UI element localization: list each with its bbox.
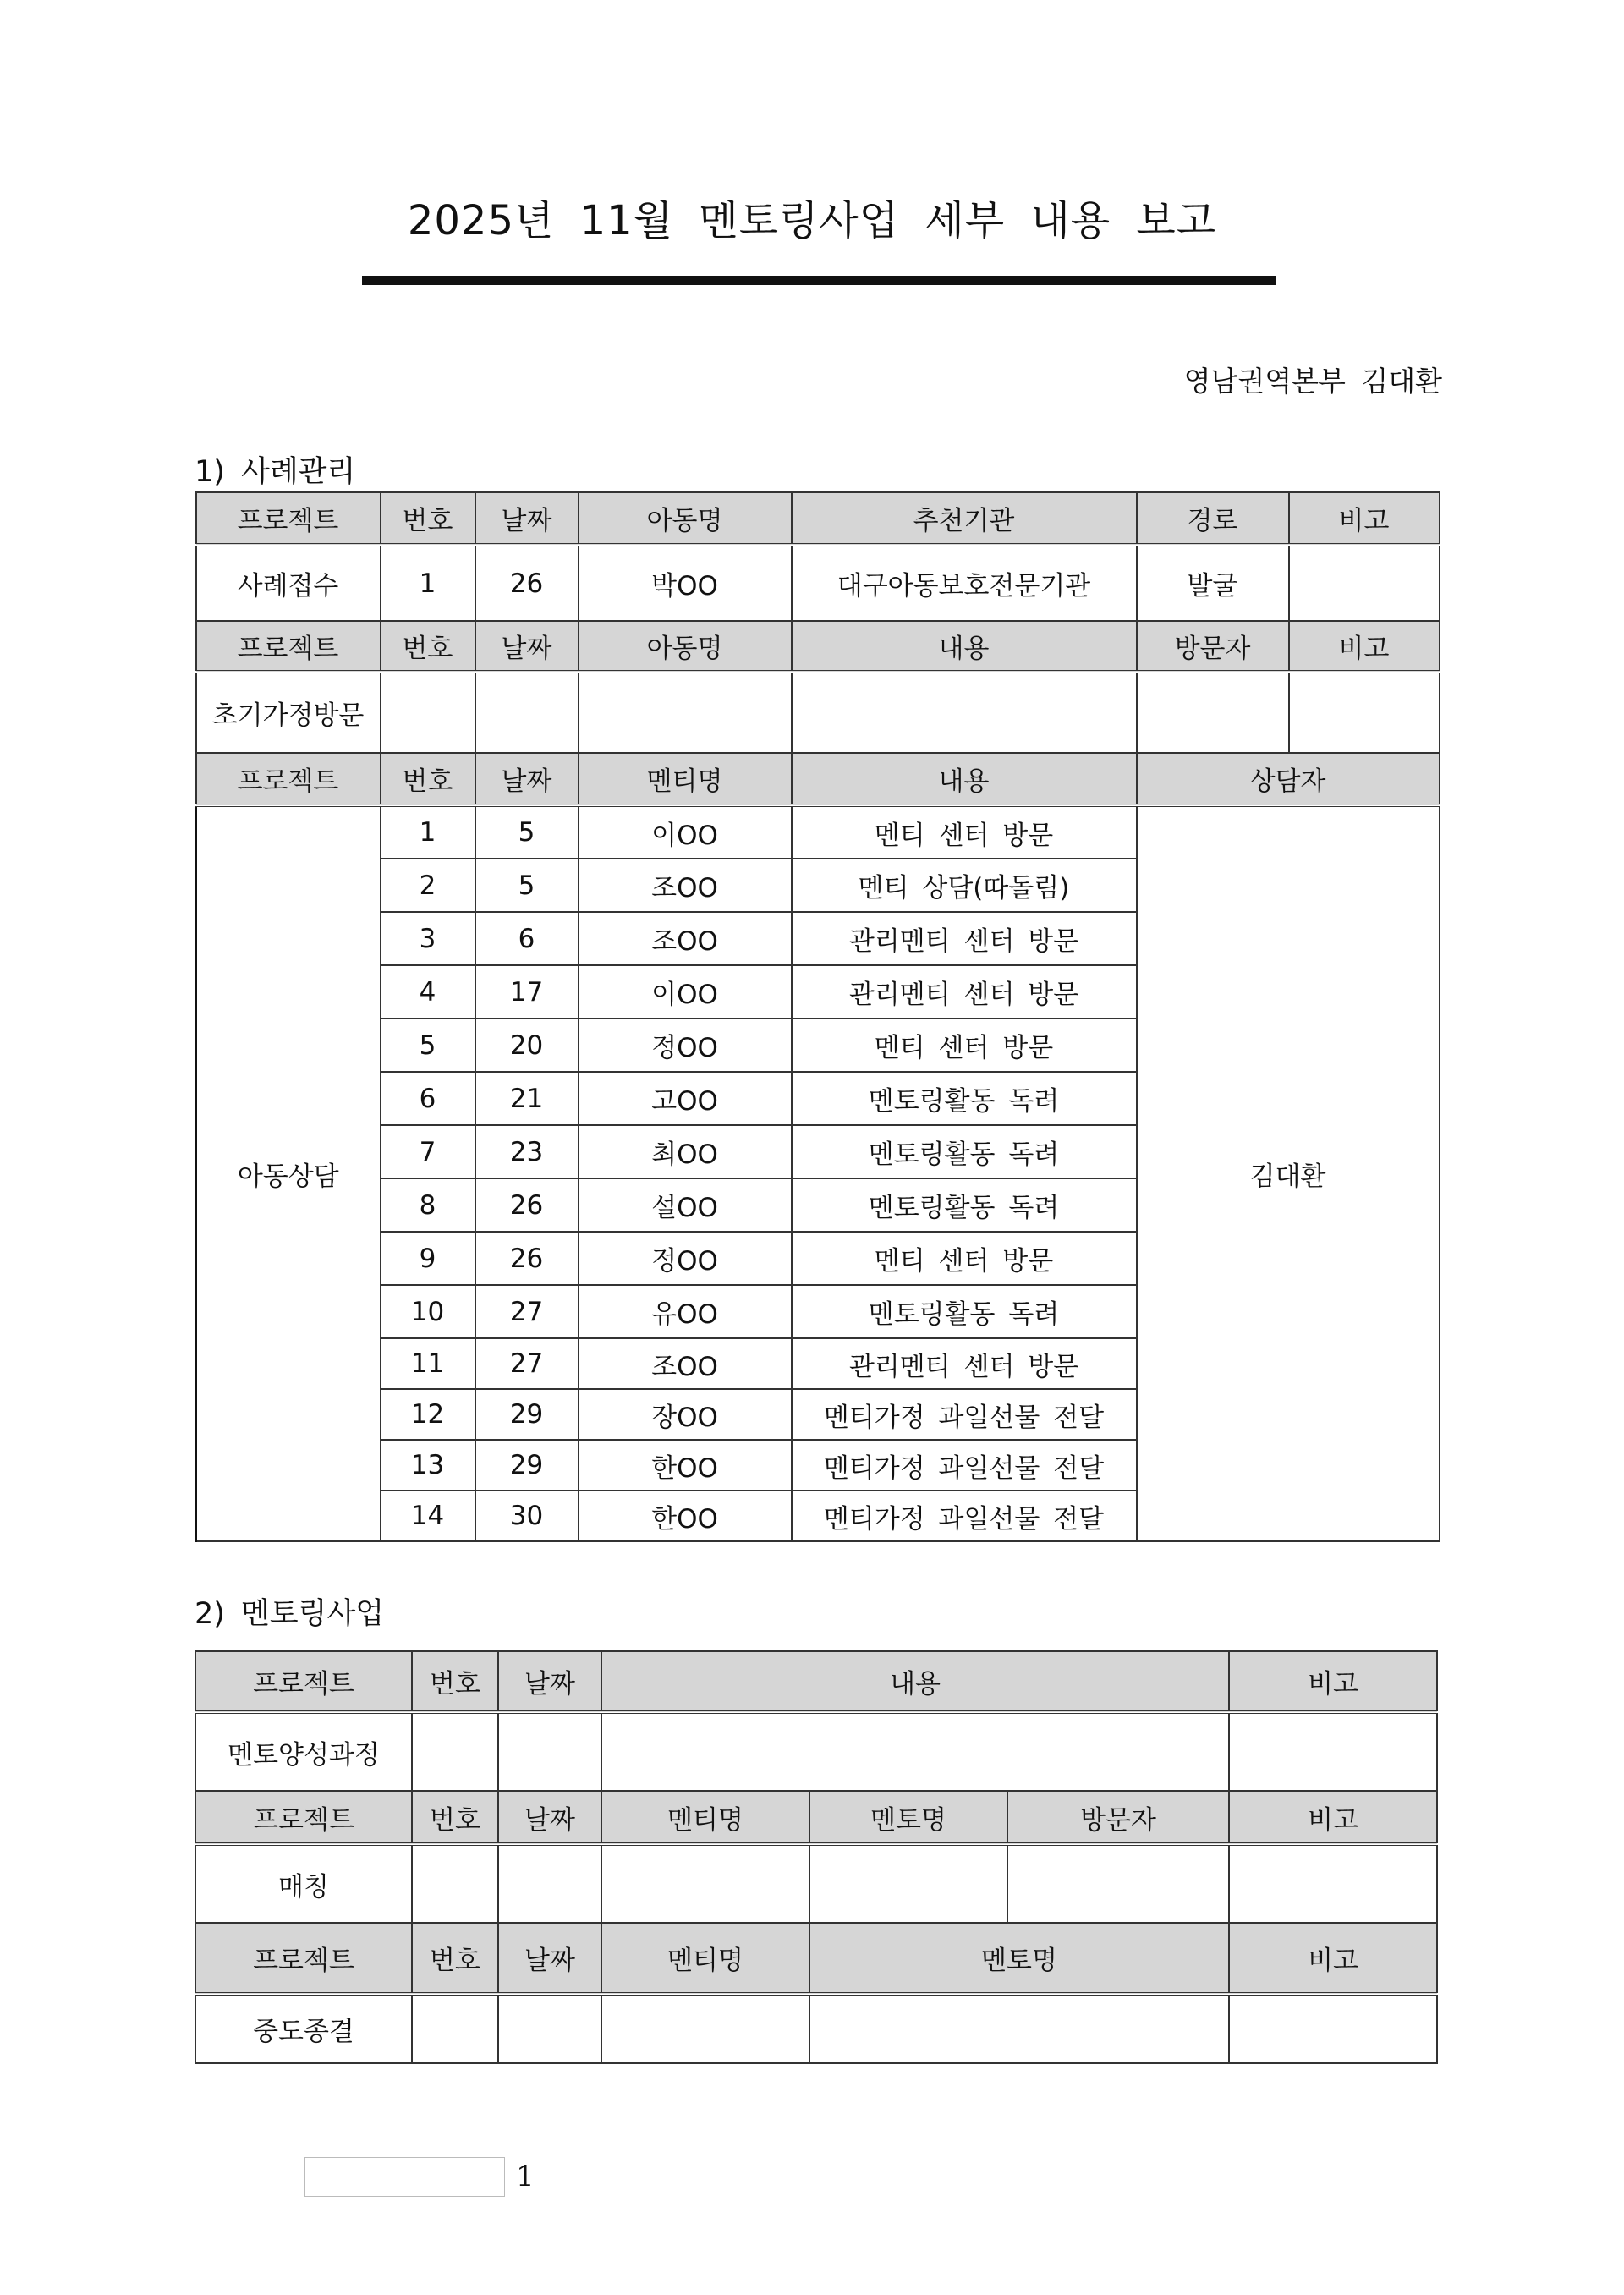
cell-number: 2: [381, 859, 475, 912]
cell-content: 멘토링활동 독려: [792, 1125, 1137, 1178]
header-note: 비고: [1289, 621, 1440, 672]
header-number: 번호: [381, 492, 475, 545]
cell-date: [498, 1994, 601, 2063]
header-note: 비고: [1229, 1791, 1437, 1844]
cell-number: 5: [381, 1018, 475, 1072]
cell-number: 9: [381, 1232, 475, 1285]
cell-project: 초기가정방문: [196, 672, 381, 753]
header-route: 경로: [1137, 492, 1289, 545]
cell-date: 27: [475, 1338, 579, 1389]
cell-date: [498, 1712, 601, 1791]
cell-date: 26: [475, 1232, 579, 1285]
footer-box: [304, 2157, 505, 2197]
cell-content: 멘토링활동 독려: [792, 1285, 1137, 1338]
termination-section: [195, 1923, 1437, 2063]
cell-number: 10: [381, 1285, 475, 1338]
header-date: 날짜: [498, 1923, 601, 1994]
cell-date: 20: [475, 1018, 579, 1072]
cell-note: [1229, 1712, 1437, 1791]
cell-date: 21: [475, 1072, 579, 1125]
header-note: 비고: [1229, 1651, 1437, 1712]
cell-mentee-name: 조OO: [579, 1338, 792, 1389]
cell-content: 멘토링활동 독려: [792, 1178, 1137, 1232]
cell-note: [1289, 545, 1440, 621]
header-project: 프로젝트: [196, 753, 381, 805]
header-number: 번호: [412, 1923, 498, 1994]
header-child-name: 아동명: [579, 621, 792, 672]
home-visit-header-row: [196, 621, 1440, 672]
header-child-name: 아동명: [579, 492, 792, 545]
cell-number: 3: [381, 912, 475, 965]
home-visit-section: [196, 621, 1440, 753]
header-number: 번호: [412, 1651, 498, 1712]
header-mentor-name: 멘토명: [809, 1791, 1007, 1844]
counseling-row: [196, 805, 1440, 859]
termination-row: [195, 1994, 1437, 2063]
cell-date: 5: [475, 859, 579, 912]
document-title: 2025년 11월 멘토링사업 세부 내용 보고: [407, 197, 1217, 244]
cell-content: 멘토링활동 독려: [792, 1072, 1137, 1125]
cell-date: 26: [475, 545, 579, 621]
cell-number: [381, 672, 475, 753]
cell-project: 멘토양성과정: [195, 1712, 412, 1791]
cell-content: 관리멘티 센터 방문: [792, 912, 1137, 965]
header-mentee-name: 멘티명: [601, 1923, 809, 1994]
section-2-heading: 2) 멘토링사업: [195, 1597, 385, 1631]
matching-row: [195, 1844, 1437, 1923]
cell-number: 6: [381, 1072, 475, 1125]
counseling-project-cell: 아동상담: [196, 805, 381, 1541]
cell-note: [1229, 1844, 1437, 1923]
header-content: 내용: [792, 621, 1137, 672]
counseling-counselor-cell: 김대환: [1137, 805, 1440, 1541]
counseling-header-row: [196, 753, 1440, 805]
header-number: 번호: [381, 753, 475, 805]
header-project: 프로젝트: [195, 1791, 412, 1844]
cell-content: [601, 1712, 1229, 1791]
cell-number: [412, 1712, 498, 1791]
header-content: 내용: [792, 753, 1137, 805]
cell-date: 29: [475, 1440, 579, 1491]
cell-content: 멘티 상담(따돌림): [792, 859, 1137, 912]
cell-number: 12: [381, 1389, 475, 1440]
cell-content: 관리멘티 센터 방문: [792, 965, 1137, 1018]
page-number: 1: [516, 2160, 535, 2193]
header-visitor: 방문자: [1007, 1791, 1229, 1844]
cell-date: 5: [475, 805, 579, 859]
cell-mentee-name: 한OO: [579, 1440, 792, 1491]
cell-mentee-name: [601, 1844, 809, 1923]
header-note: 비고: [1229, 1923, 1437, 1994]
header-number: 번호: [381, 621, 475, 672]
cell-mentee-name: 이OO: [579, 965, 792, 1018]
cell-mentee-name: 한OO: [579, 1491, 792, 1541]
cell-mentor-name: [809, 1844, 1007, 1923]
cell-date: 23: [475, 1125, 579, 1178]
title-underline: [362, 276, 1276, 285]
cell-visitor: [1137, 672, 1289, 753]
cell-number: [412, 1844, 498, 1923]
header-project: 프로젝트: [195, 1923, 412, 1994]
cell-number: 4: [381, 965, 475, 1018]
cell-visitor: [1007, 1844, 1229, 1923]
cell-date: 27: [475, 1285, 579, 1338]
cell-content: 멘티가정 과일선물 전달: [792, 1491, 1137, 1541]
home-visit-row: [196, 672, 1440, 753]
cell-project: 중도종결: [195, 1994, 412, 2063]
header-note: 비고: [1289, 492, 1440, 545]
cell-mentee-name: 유OO: [579, 1285, 792, 1338]
header-counselor: 상담자: [1137, 753, 1440, 805]
cell-number: 1: [381, 545, 475, 621]
cell-content: 멘티가정 과일선물 전달: [792, 1440, 1137, 1491]
header-project: 프로젝트: [196, 621, 381, 672]
cell-referral-agency: 대구아동보호전문기관: [792, 545, 1137, 621]
cell-content: 관리멘티 센터 방문: [792, 1338, 1137, 1389]
cell-mentee-name: 최OO: [579, 1125, 792, 1178]
header-mentee-name: 멘티명: [579, 753, 792, 805]
header-date: 날짜: [498, 1791, 601, 1844]
case-management-table: [195, 491, 1440, 1542]
mentor-training-header-row: [195, 1651, 1437, 1712]
cell-date: 30: [475, 1491, 579, 1541]
header-date: 날짜: [498, 1651, 601, 1712]
case-intake-header-row: [196, 492, 1440, 545]
cell-mentee-name: [601, 1994, 809, 2063]
header-number: 번호: [412, 1791, 498, 1844]
author-line: 영남권역본부 김대환: [1183, 365, 1442, 398]
cell-date: 29: [475, 1389, 579, 1440]
cell-date: 26: [475, 1178, 579, 1232]
cell-number: 8: [381, 1178, 475, 1232]
cell-number: 1: [381, 805, 475, 859]
section-1-heading: 1) 사례관리: [195, 455, 356, 489]
cell-mentor-name: [809, 1994, 1229, 2063]
header-content: 내용: [601, 1651, 1229, 1712]
cell-mentee-name: 이OO: [579, 805, 792, 859]
cell-mentee-name: 정OO: [579, 1018, 792, 1072]
cell-number: 7: [381, 1125, 475, 1178]
cell-date: [475, 672, 579, 753]
header-date: 날짜: [475, 753, 579, 805]
cell-mentee-name: 조OO: [579, 859, 792, 912]
header-mentee-name: 멘티명: [601, 1791, 809, 1844]
mentor-training-row: [195, 1712, 1437, 1791]
cell-mentee-name: 장OO: [579, 1389, 792, 1440]
header-project: 프로젝트: [195, 1651, 412, 1712]
cell-number: [412, 1994, 498, 2063]
cell-number: 13: [381, 1440, 475, 1491]
counseling-section: [196, 753, 1440, 1541]
cell-note: [1229, 1994, 1437, 2063]
header-referral-agency: 추천기관: [792, 492, 1137, 545]
cell-date: 6: [475, 912, 579, 965]
cell-number: 11: [381, 1338, 475, 1389]
termination-header-row: [195, 1923, 1437, 1994]
cell-number: 14: [381, 1491, 475, 1541]
cell-child-name: 박OO: [579, 545, 792, 621]
cell-content: 멘티 센터 방문: [792, 1232, 1137, 1285]
cell-date: [498, 1844, 601, 1923]
header-date: 날짜: [475, 621, 579, 672]
mentor-training-section: [195, 1651, 1437, 1791]
matching-header-row: [195, 1791, 1437, 1844]
cell-content: [792, 672, 1137, 753]
cell-date: 17: [475, 965, 579, 1018]
mentoring-project-table: [195, 1650, 1438, 2064]
cell-project: 사례접수: [196, 545, 381, 621]
cell-mentee-name: 고OO: [579, 1072, 792, 1125]
matching-section: [195, 1791, 1437, 1923]
cell-mentee-name: 조OO: [579, 912, 792, 965]
cell-child-name: [579, 672, 792, 753]
cell-mentee-name: 설OO: [579, 1178, 792, 1232]
cell-mentee-name: 정OO: [579, 1232, 792, 1285]
header-date: 날짜: [475, 492, 579, 545]
cell-content: 멘티 센터 방문: [792, 1018, 1137, 1072]
header-visitor: 방문자: [1137, 621, 1289, 672]
cell-content: 멘티가정 과일선물 전달: [792, 1389, 1137, 1440]
case-intake-row: [196, 545, 1440, 621]
header-mentor-name: 멘토명: [809, 1923, 1229, 1994]
case-intake-section: [196, 492, 1440, 621]
cell-route: 발굴: [1137, 545, 1289, 621]
cell-project: 매칭: [195, 1844, 412, 1923]
cell-content: 멘티 센터 방문: [792, 805, 1137, 859]
header-project: 프로젝트: [196, 492, 381, 545]
cell-note: [1289, 672, 1440, 753]
